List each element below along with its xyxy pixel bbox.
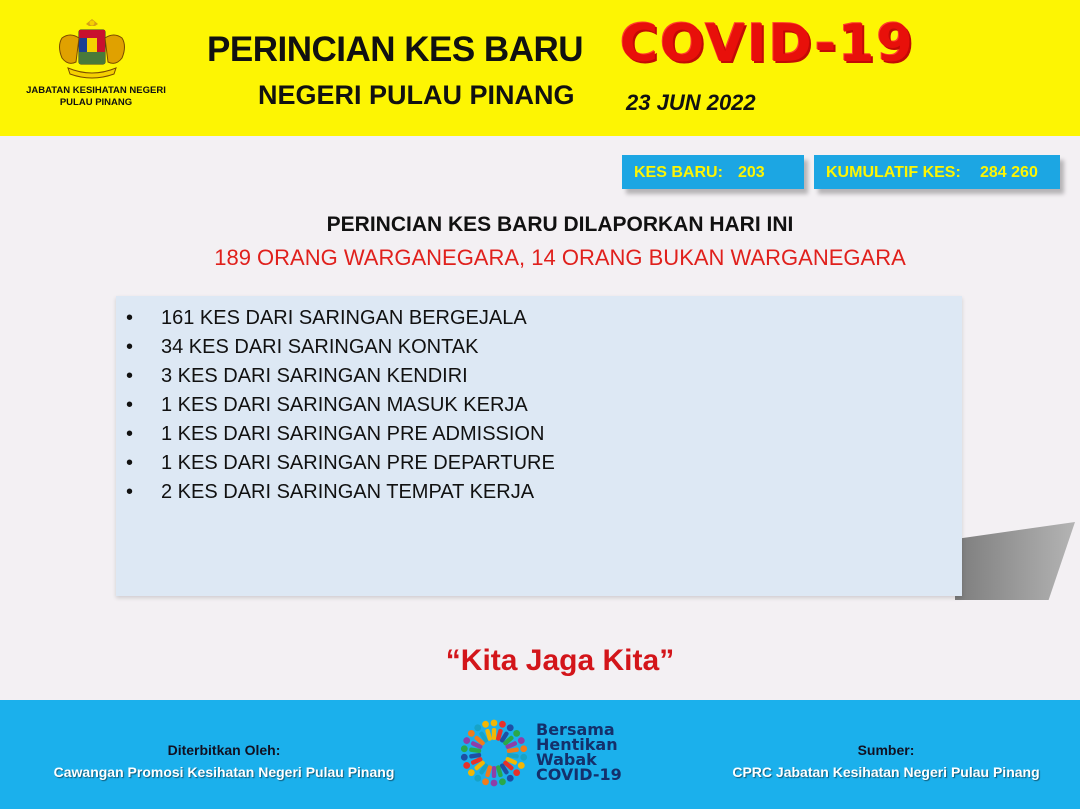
bullet-icon: • [126,423,134,445]
cumulative-cases-label: KUMULATIF KES: [826,164,961,181]
list-item: • 1 KES DARI SARINGAN PRE ADMISSION [116,420,962,449]
new-cases-value: 203 [738,164,765,181]
list-item: • 3 KES DARI SARINGAN KENDIRI [116,362,962,391]
bullet-icon: • [126,307,134,329]
cumulative-cases-value: 284 260 [980,164,1038,181]
list-item: • 2 KES DARI SARINGAN TEMPAT KERJA [116,478,962,507]
list-item: • 1 KES DARI SARINGAN PRE DEPARTURE [116,449,962,478]
list-item: • 1 KES DARI SARINGAN MASUK KERJA [116,391,962,420]
case-source-list [116,304,962,507]
report-date: 23 JUN 2022 [626,90,756,115]
state-title: NEGERI PULAU PINANG [258,80,575,110]
department-name: JABATAN KESIHATAN NEGERI PULAU PINANG [26,85,166,108]
new-cases-badge [622,155,804,189]
campaign-logo-text [536,722,646,782]
publisher-label: Diterbitkan Oleh: [167,742,281,758]
list-item: • 34 KES DARI SARINGAN KONTAK [116,333,962,362]
bullet-icon: • [126,452,134,474]
list-item: • 161 KES DARI SARINGAN BERGEJALA [116,304,962,333]
source-name: CPRC Jabatan Kesihatan Negeri Pulau Pinang [732,764,1040,780]
citizenship-breakdown: 189 ORANG WARGANEGARA, 14 ORANG BUKAN WARGANEGARA [214,245,906,270]
decorative-shadow [955,522,1075,600]
publisher-name: Cawangan Promosi Kesihatan Negeri Pulau Pinang [53,764,395,780]
new-cases-label: KES BARU: [634,164,723,181]
campaign-line: Hentikan [536,735,618,754]
covid-title: COVID-19 [620,14,915,74]
campaign-line: Bersama [536,720,615,739]
summary-title: PERINCIAN KES BARU DILAPORKAN HARI INI [326,213,794,236]
slogan: “Kita Jaga Kita” [445,644,675,677]
footer-banner [0,700,1080,809]
campaign-line: COVID-19 [536,765,622,784]
page-title: PERINCIAN KES BARU [207,30,584,69]
malaysia-coat-of-arms-icon [52,18,132,84]
bullet-icon: • [126,481,134,503]
header-banner [0,0,1080,136]
campaign-line: Wabak [536,750,597,769]
cumulative-cases-badge [814,155,1060,189]
bullet-icon: • [126,365,134,387]
bullet-icon: • [126,336,134,358]
bersama-hentikan-wabak-logo-icon [458,717,530,789]
case-details-panel [116,296,962,596]
bullet-icon: • [126,394,134,416]
source-label: Sumber: [857,742,915,758]
